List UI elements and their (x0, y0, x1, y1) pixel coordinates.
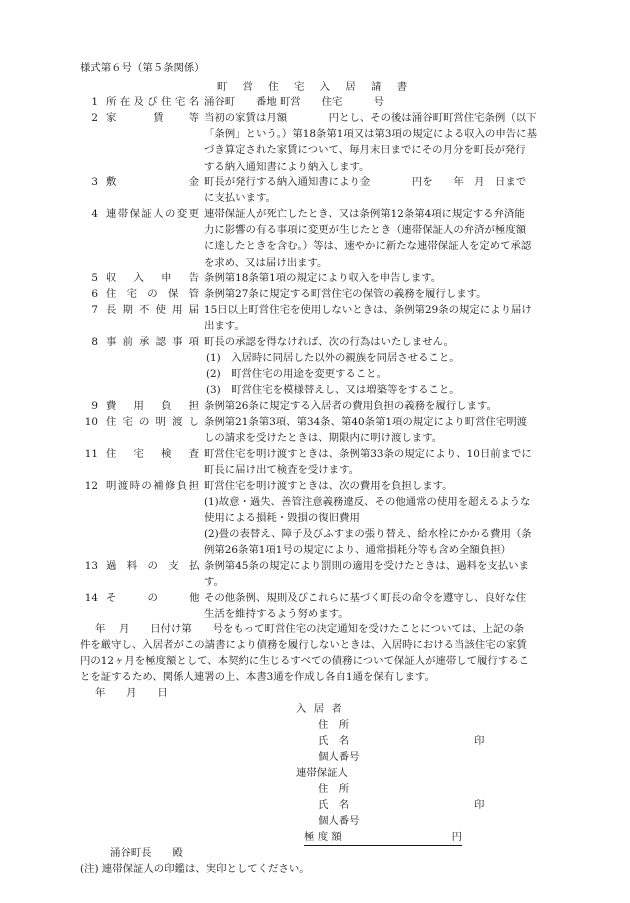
item-label: そ の 他 (106, 592, 200, 604)
sub-item: 例第26条第1項1号の規定により、通常損耗分等も含め全額負担） (204, 544, 511, 556)
content-line: 町長に届け出て検査を受けます。 (204, 464, 360, 477)
content-line: 当初の家賃は月額 円とし、その後は涌谷町町営住宅条例（以下 (204, 112, 537, 124)
item-label: 連帯保証人の変更 (106, 208, 199, 220)
item-content (204, 302, 556, 334)
sub-item: (2) 町営住宅の用途を変更すること。 (206, 368, 387, 380)
item-number: 10 (84, 416, 98, 428)
content-line: 町営住宅を明け渡すときは、条例第33条の規定により、10日前までに (204, 448, 532, 460)
resident-mynumber-label: 個人番号 (318, 751, 360, 763)
sub-item: (1) 入居時に同居した以外の親族を同居させること。 (206, 352, 460, 364)
content-line: に達したときを含む。）等は、速やかに新たな連帯保証人を定めて承認 (204, 240, 532, 253)
item-content (204, 94, 556, 110)
item-content (204, 478, 556, 494)
item-label: 事 前 承 認 事 項 (106, 336, 199, 348)
item-number: 13 (84, 560, 98, 572)
item-number: 7 (91, 304, 98, 316)
item-number: 2 (91, 112, 98, 124)
item-label: 敷 金 (106, 176, 199, 188)
item-content (204, 334, 556, 350)
item-number: 11 (84, 448, 98, 460)
content-line: 条例第45条の規定により罰則の適用を受けたときは、過料を支払いま (204, 560, 529, 572)
guarantor-header: 連帯保証人 (296, 767, 348, 779)
paragraph-line: とを証するため、関係人連署の上、本書3通を作成し各自1通を保有します。 (80, 671, 435, 683)
content-line: を求め、又は届け出ます。 (204, 256, 328, 269)
limit-label: 極 度 額 (304, 831, 342, 843)
item-label: 住 宅 検 査 (106, 448, 199, 460)
content-line: 町長の承認を得なければ、次の行為はいたしません。 (204, 336, 454, 348)
item-number: 8 (91, 336, 98, 348)
addressee: 涌谷町長 殿 (110, 847, 183, 859)
content-line: 力に影響の有る事項に変更が生じたとき（連帯保証人の弁済が極度額 (204, 224, 527, 237)
item-label: 所在及び住宅名 (106, 96, 199, 108)
form-number: 様式第６号（第５条関係） (80, 62, 205, 74)
sub-item: 使用による損耗・毀損の復旧費用 (204, 512, 360, 524)
content-line: 条例第21条第3項、第34条、第40条第1項の規定により町営住宅明渡 (204, 416, 528, 428)
resident-seal-mark: 印 (474, 735, 485, 747)
item-content (204, 110, 556, 175)
content-line: 町長が発行する納入通知書により金 円を 年 月 日まで (204, 176, 527, 188)
item-content (204, 446, 556, 478)
content-line: 条例第27条に規定する町営住宅の保管の義務を履行します。 (204, 288, 487, 300)
item-content (204, 558, 556, 590)
content-line: する納入通知書により納入します。 (204, 160, 370, 173)
item-label: 収 入 申 告 (106, 272, 199, 284)
item-label: 住 宅 の 明 渡 し (106, 416, 199, 428)
content-line: づき算定された家賃について、毎月末日までにその月分を町長が発行 (204, 144, 526, 157)
sub-item: (2)畳の表替え、障子及びふすまの張り替え、給水栓にかかる費用（条 (204, 528, 532, 540)
sub-item: (3) 町営住宅を模様替えし、又は増築等をすること。 (206, 384, 460, 396)
item-label: 長 期 不 使 用 届 (106, 304, 199, 316)
guarantor-mynumber-label: 個人番号 (318, 815, 360, 827)
item-number: 1 (91, 96, 98, 108)
content-line: 15日以上町営住宅を使用しないときは、条例第29条の規定により届け (204, 304, 532, 316)
paragraph-line: 年 月 日付け第 号をもって町営住宅の決定通知を受けたことについては、上記の条 (95, 623, 525, 635)
item-number: 5 (91, 272, 98, 284)
guarantor-name-label: 氏 名 (318, 799, 350, 811)
content-line: 生活を維持するよう努めます。 (204, 608, 349, 621)
resident-name-label: 氏 名 (318, 735, 350, 747)
content-line: しの請求を受けたときは、期限内に明け渡します。 (204, 432, 443, 445)
item-label: 明渡時の補修負担 (106, 480, 199, 492)
resident-address-label: 住 所 (318, 719, 350, 731)
sub-item: (1)故意・過失、善管注意義務違反、その他通常の使用を超えるような (204, 496, 531, 508)
content-line: 町営住宅を明け渡すときは、次の費用を負担します。 (204, 480, 453, 492)
item-content (204, 398, 556, 414)
item-number: 9 (91, 400, 98, 412)
content-line: 涌谷町 番地 町営 住宅 号 (204, 96, 384, 108)
item-label: 費 用 負 担 (106, 400, 199, 412)
item-content (204, 286, 556, 302)
item-label: 住 宅 の 保 管 (106, 288, 199, 300)
item-content (204, 414, 556, 446)
item-content (204, 174, 556, 206)
limit-unit: 円 (451, 831, 462, 843)
item-number: 4 (91, 208, 98, 220)
item-number: 12 (84, 480, 98, 492)
item-number: 14 (84, 592, 98, 604)
guarantor-seal-mark: 印 (474, 799, 485, 811)
item-content (204, 590, 556, 622)
date-line: 年 月 日 (95, 687, 168, 699)
item-number: 3 (91, 176, 98, 188)
content-line: す。 (204, 576, 224, 589)
limit-amount (304, 829, 462, 846)
item-label: 家 賃 等 (106, 112, 199, 124)
content-line: 条例第18条第1項の規定により収入を申告します。 (204, 272, 442, 284)
paragraph-line: 件を厳守し、入居者がこの請書により債務を履行しないときは、入居時における当該住宅の家賃 (80, 639, 527, 651)
item-label: 過 料 の 支 払 (106, 560, 200, 572)
item-number: 6 (91, 288, 98, 300)
content-line: 連帯保証人が死亡したとき、又は条例第12条第4項に規定する弁済能 (204, 208, 525, 220)
content-line: 「条例」という。）第18条第1項又は第3項の規定による収入の申告に基 (204, 128, 537, 141)
document-title: 町 営 住 宅 入 居 請 書 (216, 81, 414, 93)
guarantor-address-label: 住 所 (318, 783, 350, 795)
item-content (204, 206, 556, 271)
content-line: その他条例、規則及びこれらに基づく町長の命令を遵守し、良好な住 (204, 592, 527, 604)
content-line: に支払います。 (204, 192, 276, 205)
paragraph-line: 円の12ヶ月を極度額として、本契約に生じるすべての債務について保証人が連帯して履行するこ (80, 655, 529, 667)
footnote: (注) 連帯保証人の印鑑は、実印としてください。 (80, 863, 310, 875)
content-line: 出ます。 (204, 320, 245, 333)
item-content (204, 270, 556, 286)
content-line: 条例第26条に規定する入居者の費用負担の義務を履行します。 (204, 400, 497, 412)
resident-header: 入 居 者 (296, 703, 344, 715)
